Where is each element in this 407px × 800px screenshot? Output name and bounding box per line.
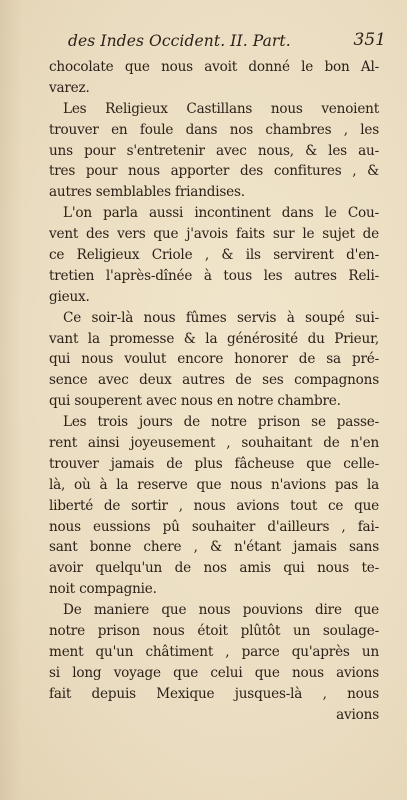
text-line: nous eussions pû souhaiter d'ailleurs , fai-	[49, 518, 379, 535]
text-line: tretien l'après-dînée à tous les autres Reli-	[49, 267, 379, 284]
text-line: vent des vers que j'avois faits sur le sujet de	[49, 226, 379, 243]
text-line: qui souperent avec nous en notre chambre.	[49, 393, 341, 410]
body-text	[49, 57, 379, 726]
text-line: ment qu'un châtiment , parce qu'après un	[49, 643, 379, 660]
text-line: De maniere que nous pouvions dire que	[63, 602, 379, 619]
page-number: 351	[353, 30, 386, 50]
page-header	[40, 28, 386, 52]
text-line: Ce soir-là nous fûmes servis à soupé sui-	[63, 309, 379, 326]
text-line: chocolate que nous avoit donné le bon Al-	[49, 59, 379, 75]
catchword: avions	[336, 706, 379, 723]
text-line: avoir quelqu'un de nos amis qui nous te-	[49, 560, 379, 577]
text-line: fait depuis Mexique jusques-là , nous	[49, 685, 379, 702]
text-line: trouver jamais de plus fâcheuse que celle-	[49, 455, 379, 472]
text-line: qui nous voulut encore honorer de sa pré-	[49, 351, 379, 368]
text-line: noit compagnie.	[49, 581, 157, 598]
text-line: varez.	[49, 79, 90, 96]
text-line: Les trois jours de notre prison se passe-	[63, 414, 379, 431]
text-line: L'on parla aussi incontinent dans le Cou-	[63, 205, 379, 222]
text-line: gieux.	[49, 288, 90, 305]
text-line: trouver en foule dans nos chambres , les	[49, 121, 379, 138]
running-head: des Indes Occident. II. Part.	[68, 32, 291, 50]
text-line: vant la promesse & la générosité du Prieur,	[49, 330, 379, 347]
text-line: uns pour s'entretenir avec nous, & les au-	[49, 142, 379, 159]
text-line: Les Religieux Castillans nous venoient	[63, 100, 379, 117]
text-line: liberté de sortir , nous avions tout ce que	[49, 497, 379, 514]
text-line: sence avec deux autres de ses compagnons	[49, 372, 379, 389]
text-line: autres semblables friandises.	[49, 184, 245, 201]
text-line: rent ainsi joyeusement , souhaitant de n'en	[49, 435, 379, 452]
text-line: sant bonne chere , & n'étant jamais sans	[49, 539, 379, 556]
text-line: si long voyage que celui que nous avions	[49, 664, 379, 681]
text-line: ce Religieux Criole , & ils servirent d'en-	[49, 247, 379, 264]
text-line: notre prison nous étoit plûtôt un soulage-	[49, 623, 379, 640]
text-line: tres pour nous apporter des confitures , &	[49, 163, 379, 180]
text-line: là, où à la reserve que nous n'avions pas la	[49, 476, 379, 493]
